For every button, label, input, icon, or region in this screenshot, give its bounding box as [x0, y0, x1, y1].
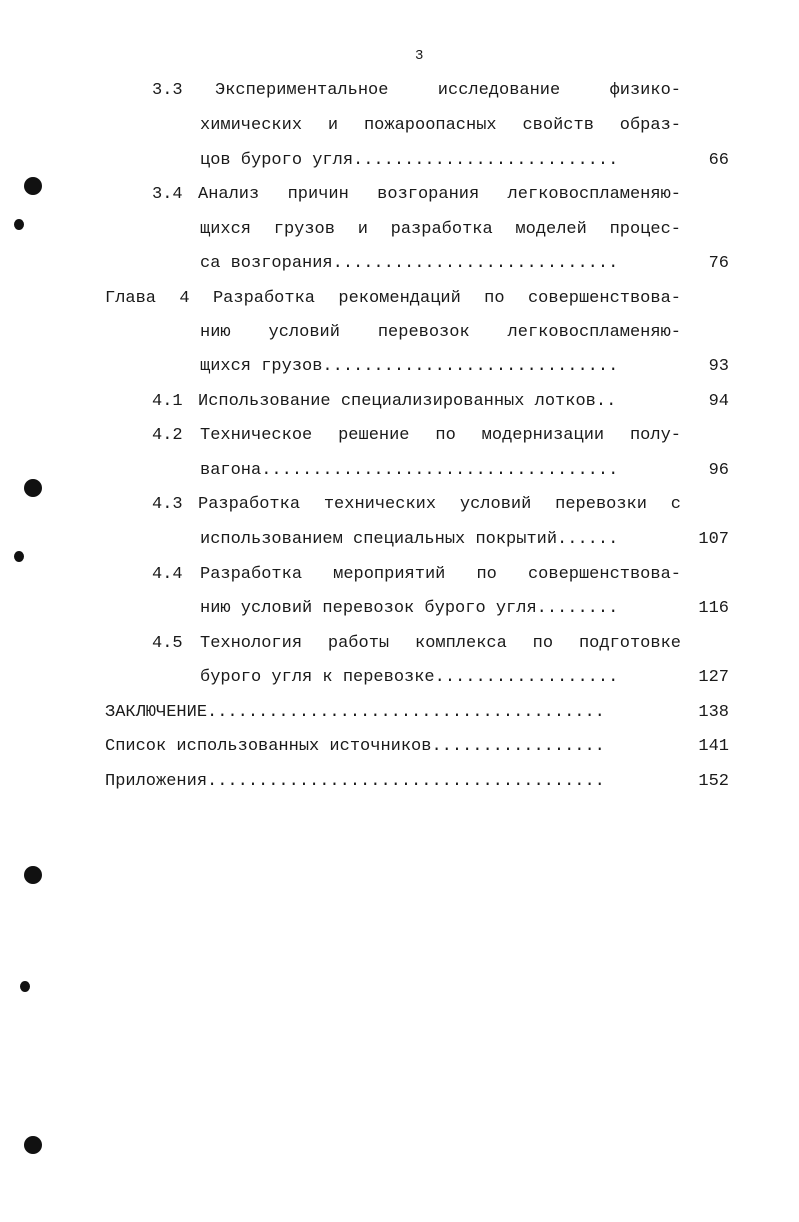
toc-line	[0, 597, 799, 621]
toc-number: 3.3	[152, 81, 183, 100]
toc-title-line: са возгорания............................	[200, 254, 619, 273]
punch-hole	[24, 1136, 42, 1154]
toc-title-line: Анализ причин возгорания легковоспламеняю-	[198, 185, 681, 204]
punch-hole	[24, 177, 42, 195]
page-number: 3	[415, 48, 424, 64]
toc-number: 4.1	[152, 392, 183, 411]
punch-hole	[14, 551, 24, 562]
toc-title-line: Использование специализированных лотков..	[198, 392, 617, 411]
toc-title-line: Список использованных источников.................	[105, 737, 605, 756]
punch-hole	[24, 866, 42, 884]
toc-entry-conclusion	[0, 701, 799, 725]
toc-number: 4.4	[152, 565, 183, 584]
toc-number: 4.3	[152, 495, 183, 514]
toc-title-line: вагона...................................	[200, 461, 619, 480]
toc-title-line: нию условий перевозок легковоспламеняю-	[200, 323, 681, 342]
toc-number: 3.4	[152, 185, 183, 204]
toc-title-line: химических и пожароопасных свойств образ-	[200, 116, 681, 135]
toc-page: 141	[698, 737, 729, 756]
toc-entry-references	[0, 735, 799, 759]
toc-page: 138	[698, 703, 729, 722]
toc-line	[0, 355, 799, 379]
toc-title-line: Техническое решение по модернизации полу-	[200, 426, 681, 445]
toc-line	[0, 252, 799, 276]
toc-title-line: использованием специальных покрытий......	[200, 530, 619, 549]
toc-page: 76	[708, 254, 729, 273]
toc-page: 93	[708, 357, 729, 376]
toc-title-line: Экспериментальное исследование физико-	[215, 81, 681, 100]
punch-hole	[14, 219, 24, 230]
toc-line	[0, 528, 799, 552]
toc-title-line: Глава 4 Разработка рекомендаций по совершенствова-	[105, 289, 681, 308]
toc-page: 116	[698, 599, 729, 618]
toc-title-line: щихся грузов и разработка моделей процес-	[200, 220, 681, 239]
toc-number: 4.2	[152, 426, 183, 445]
toc-title-line: ЗАКЛЮЧЕНИЕ.......................................	[105, 703, 605, 722]
toc-page: 127	[698, 668, 729, 687]
toc-title-line: нию условий перевозок бурого угля........	[200, 599, 619, 618]
toc-title-line: бурого угля к перевозке..................	[200, 668, 619, 687]
toc-line	[0, 459, 799, 483]
toc-page: 94	[708, 392, 729, 411]
punch-hole	[24, 479, 42, 497]
toc-page: 66	[708, 151, 729, 170]
toc-page: 96	[708, 461, 729, 480]
toc-line	[0, 666, 799, 690]
toc-title-line: щихся грузов.............................	[200, 357, 619, 376]
toc-entry-appendices	[0, 770, 799, 794]
toc-title-line: Разработка мероприятий по совершенствова-	[200, 565, 681, 584]
toc-entry-4-1	[0, 390, 799, 414]
toc-title-line: цов бурого угля..........................	[200, 151, 619, 170]
punch-hole	[20, 981, 30, 992]
toc-title-line: Технология работы комплекса по подготовке	[200, 634, 681, 653]
toc-page: 152	[698, 772, 729, 791]
toc-title-line: Разработка технических условий перевозки с	[198, 495, 681, 514]
toc-title-line: Приложения.......................................	[105, 772, 605, 791]
toc-page: 107	[698, 530, 729, 549]
toc-number: 4.5	[152, 634, 183, 653]
toc-line	[0, 149, 799, 173]
